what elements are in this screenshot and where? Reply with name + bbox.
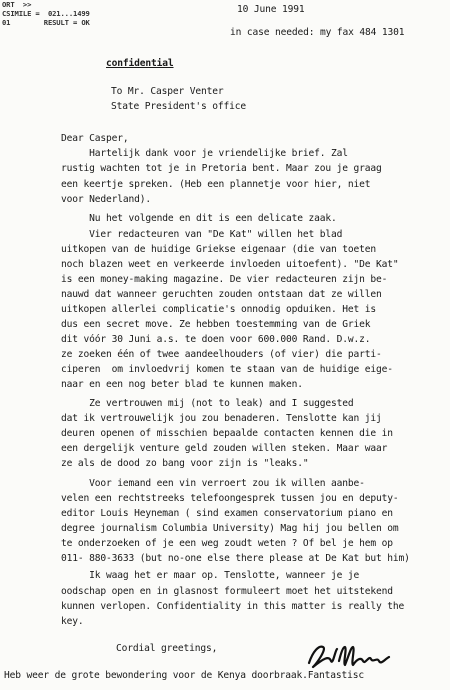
fax-header-line-3: 01 RESULT = OK (2, 18, 90, 27)
body-line-20: een dergelijk venture geld zouden willen steken. Maar waar (61, 443, 388, 454)
classification-heading: confidential (106, 58, 174, 69)
body-line-30: kunnen verlopen. Confidentiality in this matter is really the (61, 601, 405, 612)
body-line-2: rustig wachten tot je in Pretoria bent. Maar zou je graag (61, 163, 382, 174)
body-line-31: key. (61, 616, 84, 627)
body-line-8: noch blazen weet en verkeerde invloeden uitoefent). "De Kat" (61, 259, 399, 270)
body-line-12: dus een secret move. Ze hebben toestemming van de Griek (61, 319, 371, 330)
body-line-11: uitkopen allerlei complicatie's onnodig opduiken. Het is (61, 304, 377, 315)
fax-header-line-1: ORT >> (2, 0, 32, 9)
body-line-15: ciperen om invloedvrij komen te staan van de huidige eige- (61, 364, 393, 375)
body-line-24: editor Louis Heyneman ( sind examen conservatorium piano en (61, 508, 393, 519)
body-line-4: voor Nederland). (61, 194, 152, 205)
body-line-7: uitkopen van de huidige Griekse eigenaar (die van toeten (61, 244, 377, 255)
recipient-name: To Mr. Casper Venter (111, 86, 224, 97)
body-line-9: is een money-making magazine. De vier redacteuren zijn be- (61, 274, 388, 285)
body-line-13: dit vóór 30 Juni a.s. te doen voor 600.000 Rand. D.w.z. (61, 334, 371, 345)
recipient-office: State President's office (111, 101, 247, 112)
fax-header-line-2: CSIMILE = 021...1499 (2, 9, 90, 18)
body-line-16: naar en een nog beter blad te kunnen maken. (61, 379, 303, 390)
body-line-27: 011- 880-3633 (but no-one else there please at De Kat but him) (61, 553, 410, 564)
body-line-5: Nu het volgende en dit is een delicate zaak. (61, 213, 337, 224)
body-line-28: Ik waag het er maar op. Tenslotte, wanneer je je (61, 570, 360, 581)
body-line-29: oodschap open en in glasnost formuleert moet het uitstekend (61, 586, 393, 597)
handwritten-signature (305, 641, 395, 671)
body-line-6: Vier redacteuren van "De Kat" willen het blad (61, 229, 343, 240)
closing: Cordial greetings, (116, 643, 218, 654)
body-line-1: Hartelijk dank voor je vriendelijke brief. Zal (61, 148, 348, 159)
body-line-19: deuren openen of misschien bepaalde contacten kennen die in (61, 428, 393, 439)
postscript: Heb weer de grote bewondering voor de Kenya doorbraak.Fantastisc (4, 670, 365, 681)
body-line-17: Ze vertrouwen mij (not to leak) and I suggested (61, 398, 354, 409)
body-line-10: nauwd dat wanneer geruchten zouden ontstaan dat ze willen (61, 289, 382, 300)
body-line-25: degree journalism Columbia University) Mag hij jou bellen om (61, 523, 399, 534)
fax-number-note: in case needed: my fax 484 1301 (230, 27, 405, 38)
letter-date: 10 June 1991 (237, 4, 305, 15)
body-line-22: Voor iemand een vin verroert zou ik willen aanbe- (61, 478, 365, 489)
salutation: Dear Casper, (61, 133, 129, 144)
body-line-14: ze zoeken één of twee aandeelhouders (of vier) die parti- (61, 349, 382, 360)
body-line-21: ze als de dood zo bang voor zijn is "leaks." (61, 458, 309, 469)
body-line-18: dat ik vertrouwelijk jou zou benaderen. Tenslotte kan jij (61, 413, 382, 424)
body-line-26: te onderzoeken of je een weg zoudt weten ? Of bel je hem op (61, 538, 393, 549)
body-line-23: velen een rechtstreeks telefoongesprek tussen jou en deputy- (61, 493, 399, 504)
body-line-3: een keertje spreken. (Heb een plannetje voor hier, niet (61, 179, 371, 190)
